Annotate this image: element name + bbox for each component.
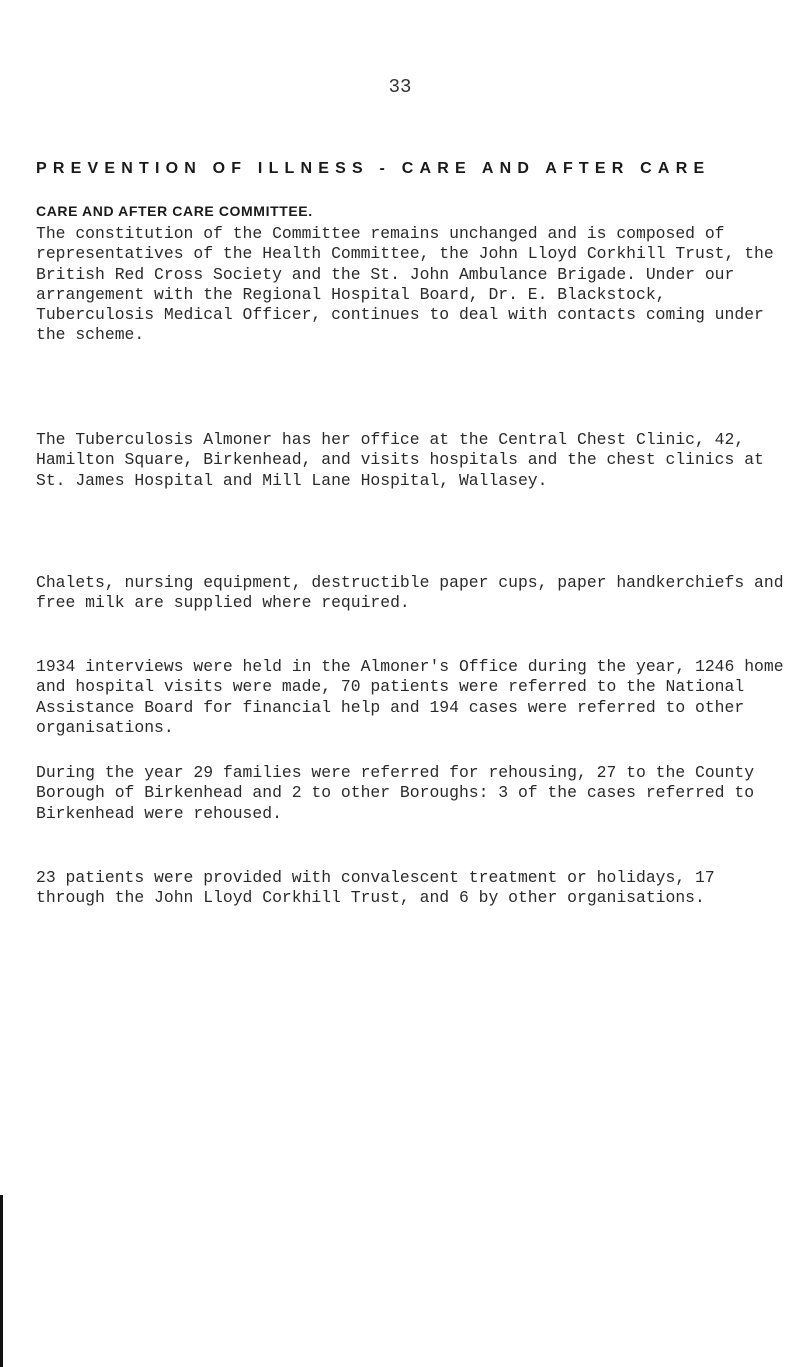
page-number: 33: [388, 76, 412, 98]
paragraph-interviews: 1934 interviews were held in the Almoner's Office during the year, 1246 home and hospital visits were made, 70 patients were referred to the National Assistance Board for financial help and 194 cases were referred to other organisations.: [36, 657, 784, 737]
paragraph-convalescent: 23 patients were provided with convalescent treatment or holidays, 17 through the John Lloyd Corkhill Trust, and 6 by other organisations.: [36, 868, 715, 908]
section-title: PREVENTION OF ILLNESS - CARE AND AFTER CARE: [36, 160, 711, 177]
committee-heading: CARE AND AFTER CARE COMMITTEE.: [36, 203, 313, 219]
paragraph-rehousing: During the year 29 families were referred for rehousing, 27 to the County Borough of Birkenhead and 2 to other Boroughs: 3 of the cases referred to Birkenhead were rehoused.: [36, 763, 755, 823]
paragraph-supplies: Chalets, nursing equipment, destructible paper cups, paper handkerchiefs and free milk are supplied where required.: [36, 573, 784, 613]
scan-margin-rule: [0, 1195, 3, 1367]
paragraph-committee-constitution: The constitution of the Committee remains unchanged and is composed of representatives of the Health Committee, the John Lloyd Corkhill Trust, the British Red Cross Society and the St. John Ambulance Brigade. Under our arrangement with the Regional Hospital Board, Dr. E. Blackstock, Tuberculosis Medical Officer, continues to deal with contacts coming under the scheme.: [36, 224, 774, 345]
paragraph-almoner-office: The Tuberculosis Almoner has her office at the Central Chest Clinic, 42, Hamilton Square, Birkenhead, and visits hospitals and the chest clinics at St. James Hospital and Mill Lane Hospital, Wallasey.: [36, 430, 764, 490]
